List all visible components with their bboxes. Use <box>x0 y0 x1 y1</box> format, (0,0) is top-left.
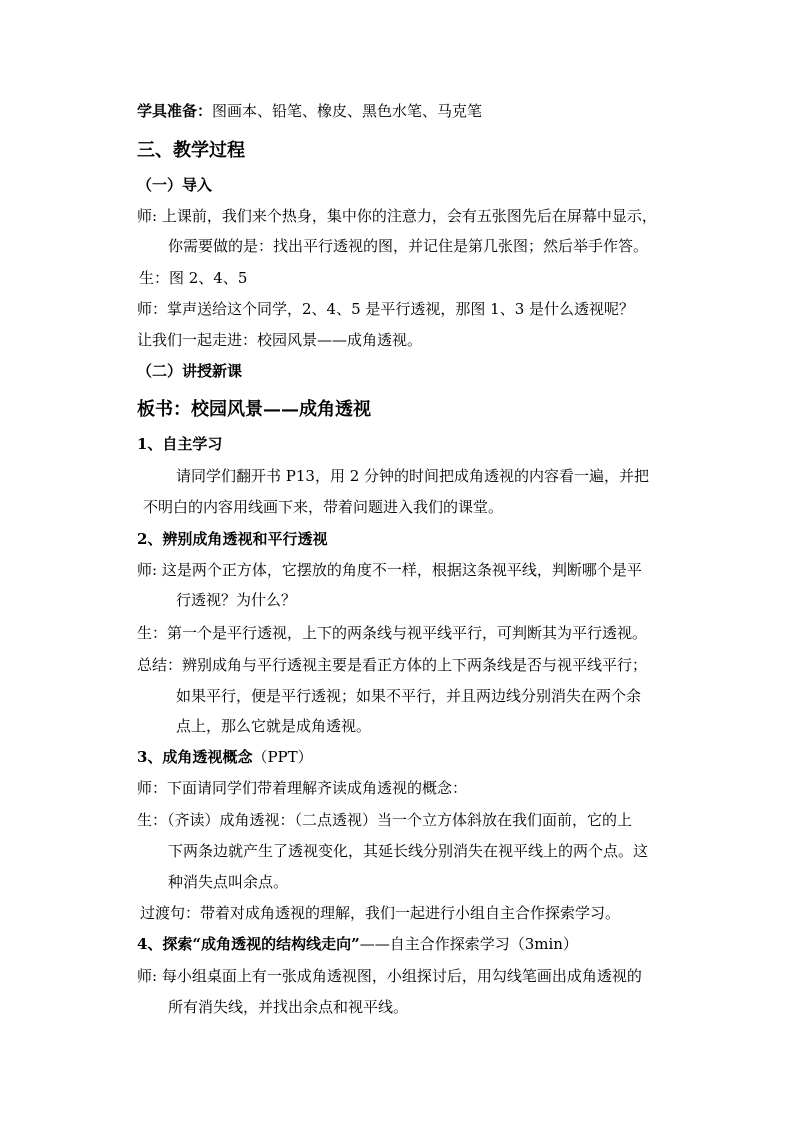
paragraph-line: 师：下面请同学们带着理解齐读成角透视的概念： <box>137 779 468 797</box>
paragraph-line: 你需要做的是：找出平行透视的图，并记住是第几张图；然后举手作答。 <box>168 237 649 255</box>
paragraph-line: 师: 每小组桌面上有一张成角透视图，小组探讨后，用勾线笔画出成角透视的 <box>137 967 642 985</box>
paragraph-line: 让我们一起走进：校园风景——成角透视。 <box>137 331 423 349</box>
step1-heading: 1、自主学习 <box>137 435 223 453</box>
paragraph-line: 行透视？为什么？ <box>176 591 297 609</box>
part1-heading: （一）导入 <box>137 176 213 194</box>
step3-title-paren: （PPT） <box>252 748 313 766</box>
step4-heading <box>137 934 578 954</box>
step3-heading <box>137 747 313 767</box>
paragraph-line: 总结：辨别成角与平行透视主要是看正方体的上下两条线是否与视平线平行； <box>137 656 648 674</box>
part2-heading: （二）讲授新课 <box>137 362 243 380</box>
step2-heading: 2、辨别成角透视和平行透视 <box>137 530 328 548</box>
board-heading <box>137 398 371 422</box>
board-label: 板书： <box>137 399 191 420</box>
paragraph-line: 所有消失线，并找出余点和视平线。 <box>168 998 409 1016</box>
paragraph-line: 不明白的内容用线画下来，带着问题进入我们的课堂。 <box>143 498 504 516</box>
paragraph-line: 下两条边就产生了透视变化，其延长线分别消失在视平线上的两个点。这 <box>168 842 649 860</box>
paragraph-line: 如果平行，便是平行透视；如果不平行，并且两边线分别消失在两个余 <box>176 687 642 705</box>
materials-line <box>137 101 482 121</box>
paragraph-line: 种消失点叫余点。 <box>168 873 289 891</box>
paragraph-line: 师：掌声送给这个同学，2、4、5 是平行透视，那图 1、3 是什么透视呢？ <box>137 300 635 318</box>
step4-title: 4、探索“成角透视的结构线走向” <box>137 935 360 953</box>
paragraph-line: 生：图 2、4、5 <box>139 269 248 287</box>
paragraph-line: 点上，那么它就是成角透视。 <box>176 717 372 735</box>
paragraph-line: 生：第一个是平行透视，上下的两条线与视平线平行，可判断其为平行透视。 <box>137 624 648 642</box>
step4-title-tail: ——自主合作探索学习（3min） <box>359 935 578 953</box>
paragraph-line: 过渡句：带着对成角透视的理解，我们一起进行小组自主合作探索学习。 <box>140 904 621 922</box>
materials-text: 图画本、铅笔、橡皮、黑色水笔、马克笔 <box>212 102 483 120</box>
step3-title: 3、成角透视概念 <box>137 748 253 766</box>
section-heading: 三、教学过程 <box>137 140 245 161</box>
paragraph-line: 生：（齐读）成角透视：（二点透视）当一个立方体斜放在我们面前，它的上 <box>137 811 633 829</box>
paragraph-line: 请同学们翻开书 P13，用 2 分钟的时间把成角透视的内容看一遍，并把 <box>176 467 650 485</box>
board-text: 校园风景——成角透视 <box>191 399 371 420</box>
paragraph-line: 师: 这是两个正方体，它摆放的角度不一样，根据这条视平线，判断哪个是平 <box>137 561 642 579</box>
paragraph-line: 师: 上课前，我们来个热身，集中你的注意力，会有五张图先后在屏幕中显示， <box>137 207 657 225</box>
materials-label: 学具准备： <box>137 102 213 120</box>
